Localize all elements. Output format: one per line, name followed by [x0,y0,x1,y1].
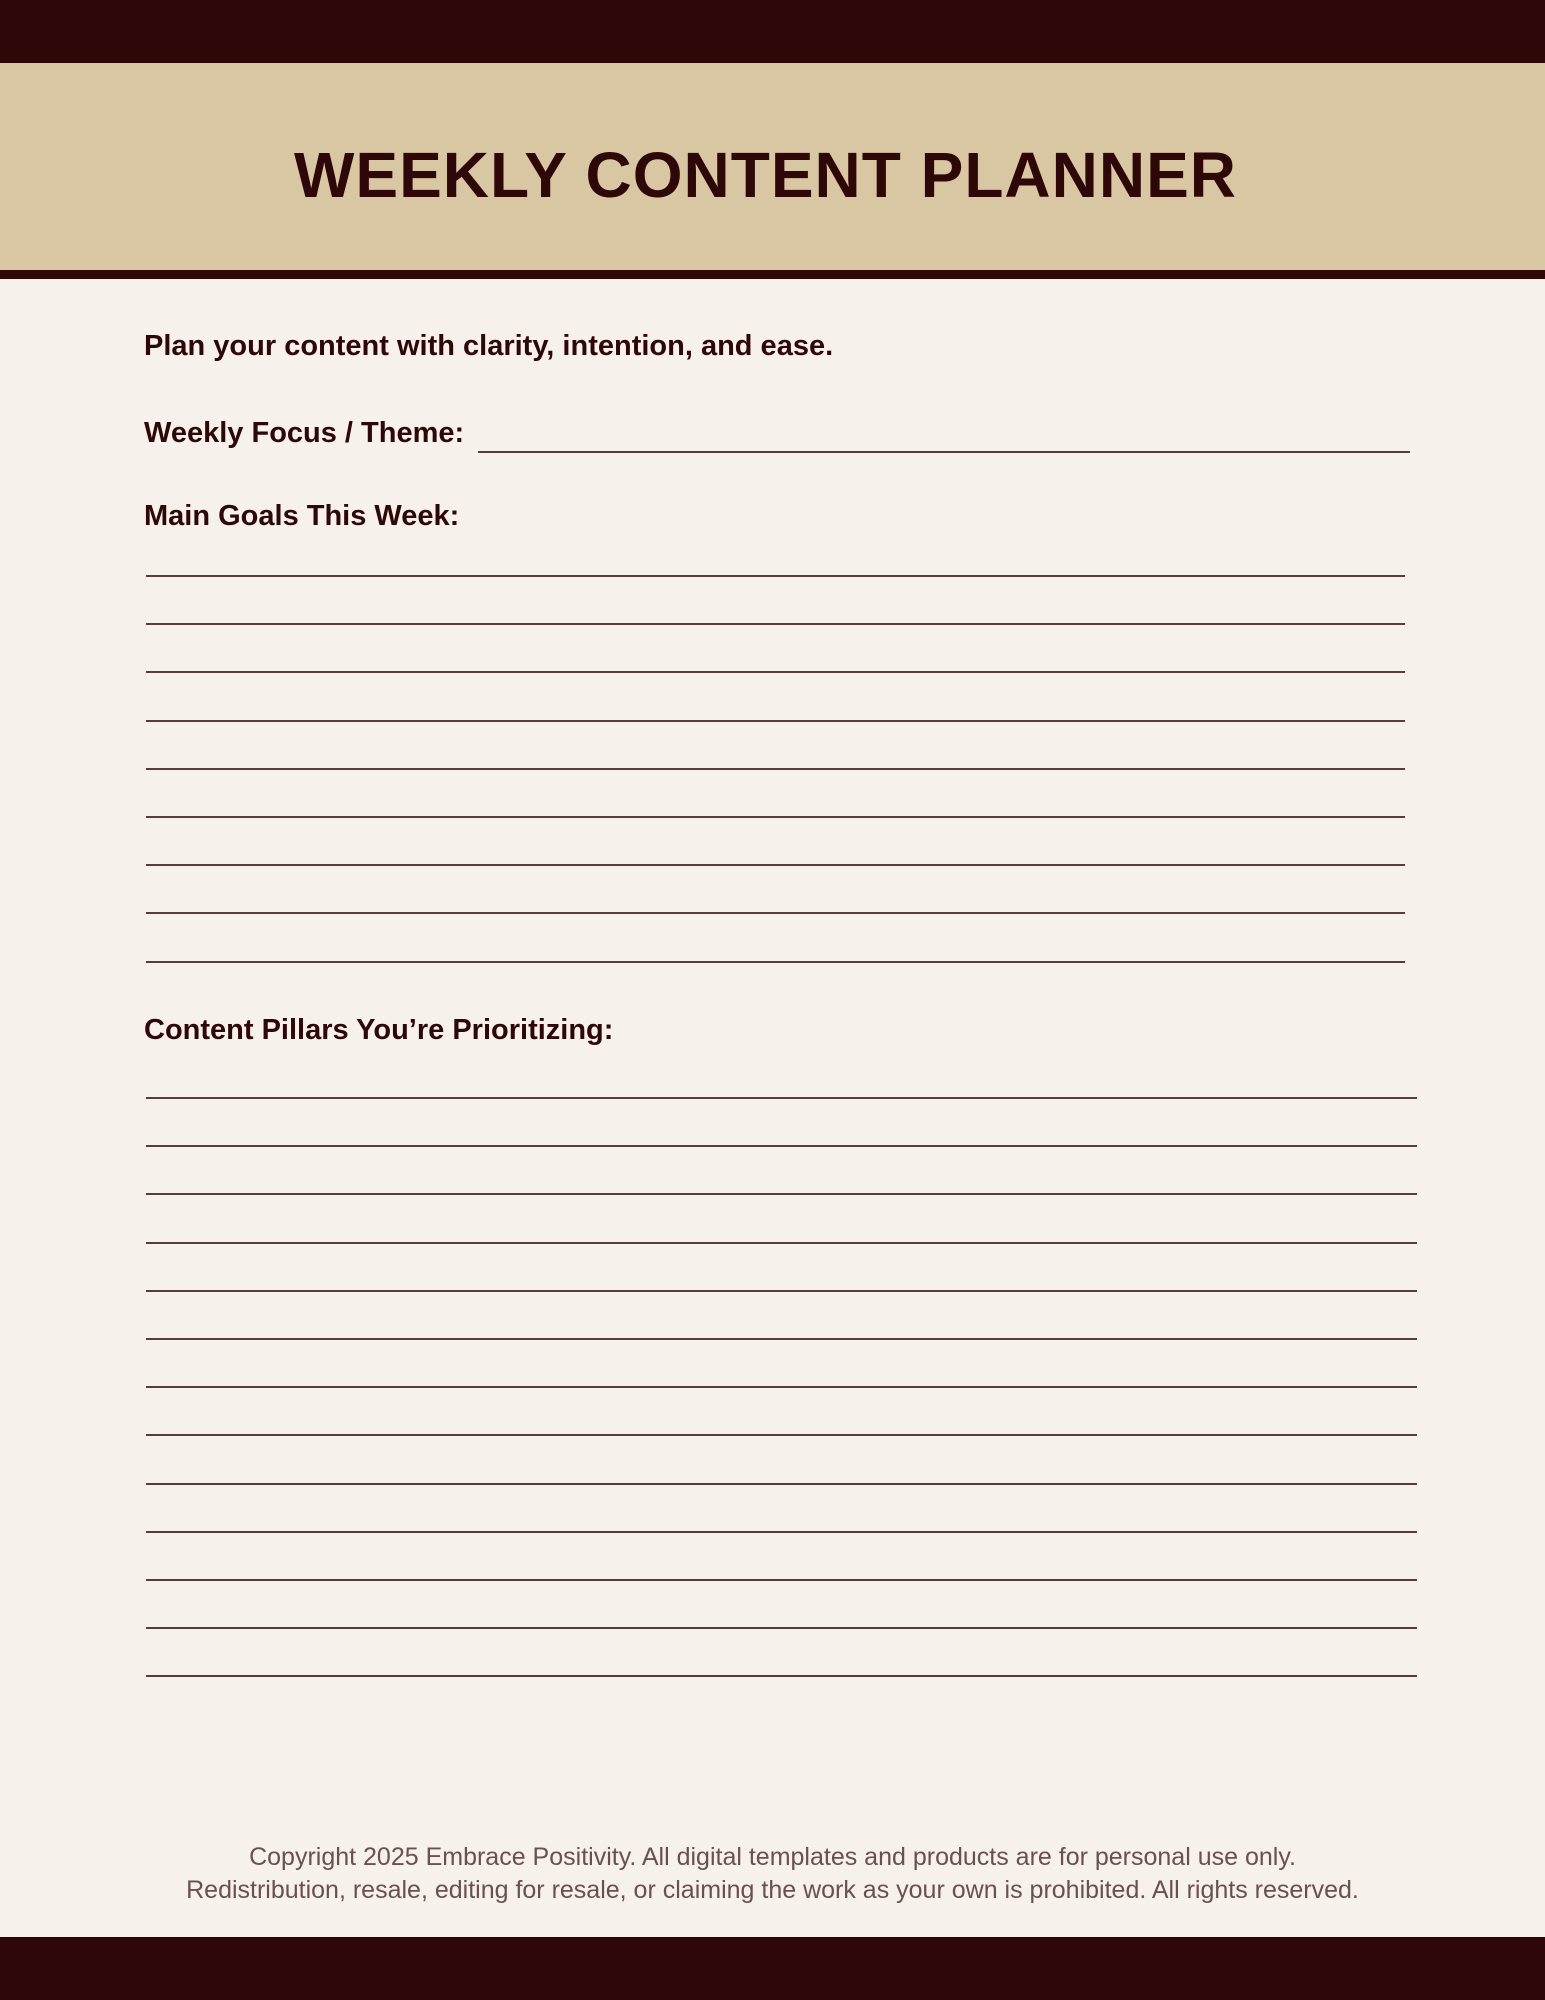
copyright-line-1: Copyright 2025 Embrace Positivity. All digital templates and products are for personal use only. [249,1843,1296,1871]
weekly-focus-write-line [478,415,1410,453]
write-line [146,671,1405,673]
write-line [146,816,1405,818]
write-line [146,864,1405,866]
write-line [146,1242,1417,1244]
write-line [146,1627,1417,1629]
write-line [146,720,1405,722]
write-line [146,1097,1417,1099]
copyright-footer [0,1841,1545,1907]
write-line [146,768,1405,770]
write-line [146,1483,1417,1485]
write-line [146,1193,1417,1195]
write-line [146,1434,1417,1436]
weekly-focus-label: Weekly Focus / Theme: [144,417,465,449]
page-title: WEEKLY CONTENT PLANNER [294,138,1237,211]
write-line [146,1579,1417,1581]
tagline: Plan your content with clarity, intention, and ease. [144,330,834,362]
copyright-line-2: Redistribution, resale, editing for resale, or claiming the work as your own is prohibited. All rights reserved. [186,1876,1359,1904]
write-line [146,961,1405,963]
write-line [146,1145,1417,1147]
goals-heading: Main Goals This Week: [144,500,460,532]
top-bar [0,0,1545,63]
write-line [146,1675,1417,1677]
header-divider [0,270,1545,279]
header-band [0,63,1545,270]
write-line [146,1290,1417,1292]
write-line [146,1338,1417,1340]
pillars-heading: Content Pillars You’re Prioritizing: [144,1014,614,1046]
write-line [146,1386,1417,1388]
write-line [146,575,1405,577]
write-line [146,1531,1417,1533]
bottom-bar [0,1937,1545,2000]
weekly-focus-row [144,413,1410,453]
write-line [146,912,1405,914]
write-line [146,623,1405,625]
